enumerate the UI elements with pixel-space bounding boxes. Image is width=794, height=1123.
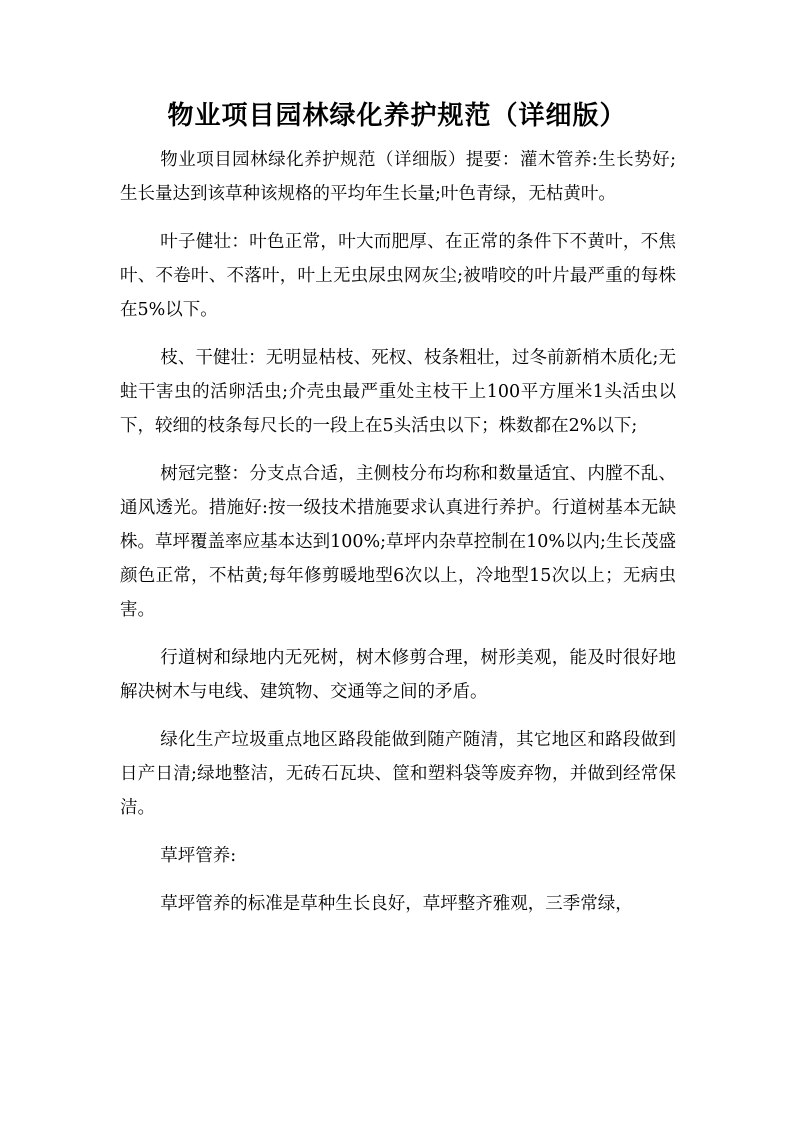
paragraph-summary: 物业项目园林绿化养护规范（详细版）提要：灌木管养:生长势好;生长量达到该草种该规格的平均年生长量;叶色青绿，无枯黄叶。 (120, 150, 676, 204)
document-body (120, 143, 676, 935)
paragraph-leaves: 叶子健壮：叶色正常，叶大而肥厚、在正常的条件下不黄叶，不焦叶、不卷叶、不落叶，叶上无虫尿虫网灰尘;被啃咬的叶片最严重的每株在5%以下。 (120, 232, 676, 320)
paragraph-lawn-heading: 草坪管养: (160, 846, 237, 866)
paragraph-crown: 树冠完整：分支点合适，主侧枝分布均称和数量适宜、内膛不乱、通风透光。措施好:按一级技术措施要求认真进行养护。行道树基本无缺株。草坪覆盖率应基本达到100%;草坪内杂草控制在10%以内;生长茂盛颜色正常，不枯黄;每年修剪暖地型6次以上，冷地型15次以上；无病虫害。 (120, 464, 676, 620)
document-title: 物业项目园林绿化养护规范（详细版） (167, 101, 627, 131)
paragraph-branches: 枝、干健壮：无明显枯枝、死杈、枝条粗壮，过冬前新梢木质化;无蛀干害虫的活卵活虫;介壳虫最严重处主枝干上100平方厘米1头活虫以下，较细的枝条每尺长的一段上在5头活虫以下；株数都在2%以下; (120, 348, 676, 436)
paragraph-street-trees: 行道树和绿地内无死树，树木修剪合理，树形美观，能及时很好地解决树木与电线、建筑物、交通等之间的矛盾。 (120, 648, 676, 702)
paragraph-lawn-standard: 草坪管养的标准是草种生长良好，草坪整齐雅观，三季常绿， (160, 894, 633, 914)
paragraph-waste: 绿化生产垃圾重点地区路段能做到随产随清，其它地区和路段做到日产日清;绿地整洁，无砖石瓦块、筐和塑料袋等废弃物，并做到经常保洁。 (120, 730, 676, 818)
